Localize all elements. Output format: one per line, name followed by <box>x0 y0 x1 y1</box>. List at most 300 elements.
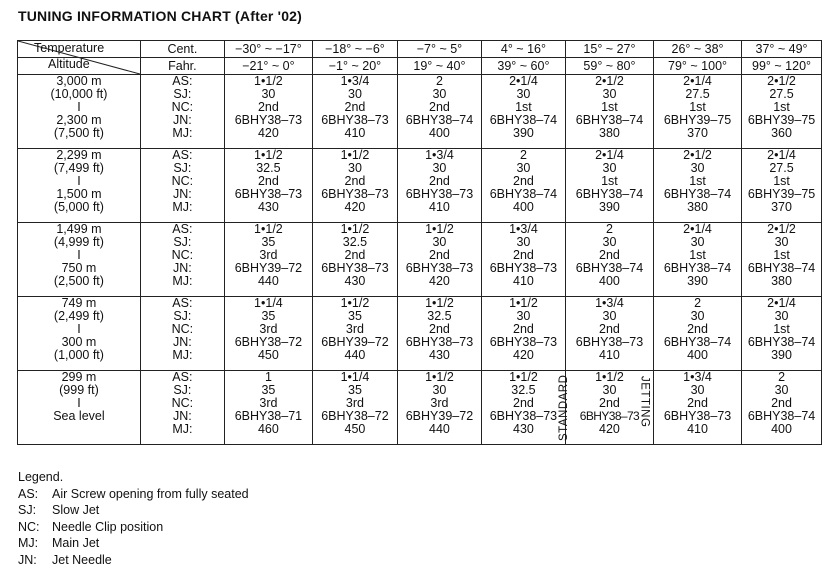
jetting-value: 6BHY39–75 <box>663 113 732 127</box>
jetting-value: 27.5 <box>769 87 794 101</box>
altitude-line: 1,500 m <box>56 187 102 201</box>
jetting-value: 2nd <box>429 322 450 336</box>
jetting-value: 32.5 <box>342 235 368 249</box>
legend <box>18 469 249 568</box>
jetting-value: 30 <box>516 309 531 323</box>
jetting-value: 3rd <box>345 396 364 410</box>
temperature-label: Temperature <box>34 41 105 55</box>
jetting-value: 3rd <box>430 396 449 410</box>
jetting-value: 410 <box>513 274 534 288</box>
jetting-cell <box>224 297 312 371</box>
jetting-value: 2nd <box>687 396 708 410</box>
jetting-value: 6BHY38–72 <box>321 409 389 423</box>
altitude-line: 299 m <box>61 370 97 384</box>
tuning-table <box>17 40 822 445</box>
legend-item <box>18 519 249 536</box>
altitude-line: (999 ft) <box>59 383 99 397</box>
jetting-cell <box>742 223 822 297</box>
jetting-value: 370 <box>687 126 708 140</box>
jetting-value: 6BHY38–73 <box>489 335 558 349</box>
jetting-value: 30 <box>690 309 705 323</box>
jetting-value: 30 <box>602 235 617 249</box>
temperature-altitude-header <box>18 41 141 75</box>
setting-code: MJ: <box>172 200 193 214</box>
fahrenheit-range: 19° ~ 40° <box>413 59 466 73</box>
jetting-cell <box>224 149 312 223</box>
jetting-value: 2•1/4 <box>767 296 796 310</box>
setting-code: MJ: <box>172 348 193 362</box>
jetting-value: 6BHY38–73 <box>321 113 389 127</box>
celsius-range: 4° ~ 16° <box>482 41 565 58</box>
legend-text: Jet Needle <box>52 552 112 567</box>
altitude-line: I <box>77 174 81 188</box>
jetting-cell <box>742 297 822 371</box>
jetting-value: 30 <box>432 161 447 175</box>
jetting-value: 400 <box>687 348 708 362</box>
jetting-cell <box>742 149 822 223</box>
jetting-value: 1•1/2 <box>509 370 538 384</box>
jetting-cell <box>397 297 481 371</box>
jetting-value: 390 <box>513 126 534 140</box>
temperature-range-header <box>742 41 822 75</box>
fahrenheit-range: 79° ~ 100° <box>668 59 728 73</box>
jetting-value: 3rd <box>259 322 278 336</box>
jetting-value: 420 <box>344 200 366 214</box>
jetting-value: 1•1/2 <box>340 296 370 310</box>
setting-code: JN: <box>173 187 192 201</box>
jetting-value: 30 <box>432 87 447 101</box>
temperature-range-header <box>481 41 565 75</box>
jetting-value: 30 <box>516 161 531 175</box>
jetting-value: 2nd <box>429 248 450 262</box>
jetting-value: 2•1/4 <box>683 74 712 88</box>
altitude-line: I <box>77 100 81 114</box>
jetting-value: 30 <box>602 309 617 323</box>
setting-code: SJ: <box>173 87 192 101</box>
temperature-range-header <box>312 41 397 75</box>
jetting-value: 2nd <box>599 248 620 262</box>
jetting-value: 6BHY38–74 <box>489 113 558 127</box>
setting-code: JN: <box>173 261 192 275</box>
jetting-value: 1st <box>773 174 790 188</box>
jetting-value: 6BHY38–71 <box>234 409 303 423</box>
jetting-value: 2nd <box>513 248 534 262</box>
altitude-row <box>18 75 822 149</box>
jetting-value: 2nd <box>599 396 620 410</box>
jetting-value: 1•3/4 <box>509 222 538 236</box>
jetting-value: 1•1/2 <box>254 148 283 162</box>
jetting-value: 2•1/2 <box>683 148 712 162</box>
jetting-value: 30 <box>602 383 617 397</box>
jetting-value: 420 <box>257 126 279 140</box>
jetting-value: 35 <box>261 383 276 397</box>
jetting-value: 6BHY38–74 <box>747 335 816 349</box>
altitude-row <box>18 297 822 371</box>
altitude-line: (2,499 ft) <box>53 309 104 323</box>
altitude-range <box>18 149 141 223</box>
setting-code: AS: <box>172 296 193 310</box>
jetting-value: 390 <box>687 274 708 288</box>
jetting-value: 6BHY38–74 <box>489 187 558 201</box>
altitude-line: (2,500 ft) <box>53 274 104 288</box>
jetting-value: 380 <box>599 126 620 140</box>
jetting-value: 30 <box>261 87 276 101</box>
jetting-value: 6BHY39–75 <box>747 187 816 201</box>
jetting-value: 1st <box>773 100 790 114</box>
jetting-value: 1•1/2 <box>254 222 283 236</box>
jetting-value: 1•1/2 <box>425 370 454 384</box>
jetting-value: 1•1/2 <box>509 296 538 310</box>
jetting-value: 2•1/4 <box>595 148 624 162</box>
celsius-range: 37° ~ 49° <box>742 41 821 58</box>
jetting-value: 2nd <box>771 396 792 410</box>
jetting-value: 2nd <box>344 100 366 114</box>
jetting-value: 6BHY38–73 <box>405 335 474 349</box>
setting-code: AS: <box>172 74 193 88</box>
jetting-cell <box>397 75 481 149</box>
jetting-value: 3rd <box>345 322 364 336</box>
jetting-value: 1st <box>773 322 790 336</box>
jetting-value: 1st <box>601 100 618 114</box>
setting-code: JN: <box>173 409 192 423</box>
jetting-value: 6BHY38–74 <box>747 409 816 423</box>
jetting-value: 32.5 <box>511 383 536 397</box>
altitude-line: 3,000 m <box>56 74 102 88</box>
altitude-line: I <box>77 248 81 262</box>
jetting-value: 1•1/2 <box>425 296 454 310</box>
jetting-value: 2nd <box>429 174 450 188</box>
jetting-value: 1 <box>264 370 272 384</box>
jetting-value: 2•1/4 <box>767 148 796 162</box>
fahr-label: Fahr. <box>168 59 197 73</box>
jetting-value: 27.5 <box>685 87 710 101</box>
altitude-line: (7,499 ft) <box>53 161 104 175</box>
jetting-value: 1•1/2 <box>425 222 454 236</box>
legend-key: SJ: <box>18 503 37 517</box>
jetting-cell <box>654 75 742 149</box>
jetting-value: 35 <box>348 383 362 397</box>
jetting-value: 3rd <box>259 396 278 410</box>
jetting-value: 2nd <box>599 322 620 336</box>
jetting-value: 2•1/2 <box>767 222 796 236</box>
fahrenheit-range: 39° ~ 60° <box>497 59 550 73</box>
altitude-line: (4,999 ft) <box>53 235 104 249</box>
jetting-value: 2•1/2 <box>767 74 796 88</box>
jetting-value: 6BHY38–73 <box>575 335 644 349</box>
jetting-cell <box>481 297 565 371</box>
altitude-row <box>18 149 822 223</box>
jetting-value: 1•1/2 <box>254 74 283 88</box>
jetting-value: 6BHY38–73 <box>663 409 732 423</box>
jetting-cell <box>654 223 742 297</box>
jetting-cell <box>397 149 481 223</box>
jetting-value: 30 <box>774 383 789 397</box>
jetting-value: 1st <box>773 248 790 262</box>
jetting-value: 1•3/4 <box>425 148 454 162</box>
jetting-value: 2nd <box>429 100 450 114</box>
jetting-cell <box>654 297 742 371</box>
jetting-value: 410 <box>599 348 620 362</box>
jetting-value: 2nd <box>257 174 279 188</box>
jetting-value: 30 <box>516 235 531 249</box>
jetting-cell <box>312 371 397 445</box>
jetting-cell <box>397 223 481 297</box>
jetting-value: 1•3/4 <box>595 296 624 310</box>
altitude-range <box>18 223 141 297</box>
jetting-value: 2nd <box>687 322 708 336</box>
altitude-line: 1,499 m <box>56 222 102 236</box>
jetting-value: 30 <box>602 161 617 175</box>
jetting-value: 6BHY38–73 <box>405 187 474 201</box>
celsius-range: 26° ~ 38° <box>654 41 741 58</box>
jetting-value: 2•1/4 <box>683 222 712 236</box>
jetting-value: 35 <box>261 235 276 249</box>
jetting-value: 2 <box>778 370 786 384</box>
jetting-value: 430 <box>429 348 450 362</box>
setting-codes <box>140 75 224 149</box>
setting-code: NC: <box>171 174 194 188</box>
jetting-value: 6BHY38–73 <box>321 261 389 275</box>
jetting-cell <box>565 223 653 297</box>
altitude-line: (5,000 ft) <box>53 200 104 214</box>
setting-code: AS: <box>172 222 193 236</box>
altitude-line: (7,500 ft) <box>53 126 104 140</box>
jetting-value: 380 <box>771 274 792 288</box>
jetting-value: 2nd <box>513 322 534 336</box>
jetting-value: 1•1/4 <box>340 370 370 384</box>
setting-code: NC: <box>171 322 194 336</box>
setting-code: SJ: <box>173 383 192 397</box>
jetting-value: 6BHY39–72 <box>321 335 389 349</box>
jetting-value: 430 <box>344 274 366 288</box>
altitude-line: 749 m <box>61 296 97 310</box>
jetting-value: 6BHY38–73 <box>579 409 640 423</box>
altitude-line: 300 m <box>61 335 97 349</box>
jetting-value: 370 <box>771 200 792 214</box>
cent-label: Cent. <box>141 41 224 58</box>
jetting-value: 420 <box>429 274 450 288</box>
jetting-value: 450 <box>257 348 279 362</box>
legend-key: JN: <box>18 552 37 567</box>
jetting-cell <box>565 297 653 371</box>
jetting-value: 3rd <box>259 248 278 262</box>
jetting-value: 2nd <box>513 174 534 188</box>
altitude-row <box>18 223 822 297</box>
celsius-range: 15° ~ 27° <box>566 41 653 58</box>
altitude-line: 2,300 m <box>56 113 102 127</box>
setting-code: SJ: <box>173 309 192 323</box>
standard-label: STANDARD <box>557 374 570 441</box>
jetting-value: 420 <box>513 348 534 362</box>
setting-codes <box>140 223 224 297</box>
altitude-line: (1,000 ft) <box>53 348 104 362</box>
legend-item <box>18 502 249 519</box>
setting-code: JN: <box>173 113 192 127</box>
jetting-value: 6BHY38–74 <box>575 187 644 201</box>
jetting-cell <box>224 223 312 297</box>
jetting-value: 30 <box>432 383 447 397</box>
setting-code: JN: <box>173 335 192 349</box>
jetting-value: 2•1/2 <box>595 74 624 88</box>
altitude-range <box>18 371 141 445</box>
fahrenheit-range: −21° ~ 0° <box>242 59 295 73</box>
legend-heading: Legend. <box>18 470 64 484</box>
jetting-value: 30 <box>774 309 789 323</box>
jetting-cell <box>742 371 822 445</box>
setting-code: SJ: <box>173 161 192 175</box>
jetting-value: 2nd <box>257 100 279 114</box>
jetting-cell <box>481 75 565 149</box>
jetting-value: 390 <box>771 348 792 362</box>
setting-code: MJ: <box>172 126 193 140</box>
jetting-cell <box>557 370 653 445</box>
legend-key: MJ: <box>18 536 39 550</box>
setting-code: NC: <box>171 248 194 262</box>
setting-code: MJ: <box>172 274 193 288</box>
celsius-range: −7° ~ 5° <box>398 41 481 58</box>
altitude-line: 750 m <box>61 261 97 275</box>
jetting-value: 380 <box>687 200 708 214</box>
setting-codes <box>140 297 224 371</box>
altitude-range <box>18 75 141 149</box>
jetting-value: 30 <box>348 87 362 101</box>
jetting-label: JETTING <box>638 376 650 428</box>
jetting-cell <box>397 371 481 445</box>
jetting-cell <box>654 371 742 445</box>
temperature-range-header <box>224 41 312 75</box>
jetting-value: 1•3/4 <box>683 370 712 384</box>
celsius-range: −30° ~ −17° <box>225 41 312 58</box>
jetting-value: 420 <box>599 422 620 436</box>
jetting-value: 6BHY38–74 <box>663 187 732 201</box>
jetting-value: 1st <box>515 100 532 114</box>
jetting-value: 6BHY39–72 <box>405 409 474 423</box>
legend-key: NC: <box>18 519 40 534</box>
jetting-value: 430 <box>513 422 534 436</box>
jetting-value: 1•1/4 <box>254 296 283 310</box>
altitude-line <box>18 423 140 436</box>
jetting-value: 2nd <box>513 396 534 410</box>
chart-title: TUNING INFORMATION CHART (After '02) <box>18 8 303 24</box>
jetting-cell <box>312 75 397 149</box>
jetting-cell <box>481 149 565 223</box>
jetting-value: 390 <box>599 200 620 214</box>
altitude-range <box>18 297 141 371</box>
jetting-value: 6BHY38–73 <box>489 261 558 275</box>
setting-code: AS: <box>172 370 193 384</box>
altitude-label: Altitude <box>48 57 90 71</box>
jetting-value: 6BHY38–73 <box>405 261 474 275</box>
jetting-value: 6BHY39–75 <box>747 113 816 127</box>
jetting-value: 30 <box>348 161 362 175</box>
setting-code: NC: <box>171 396 194 410</box>
jetting-cell <box>312 223 397 297</box>
jetting-value: 2nd <box>344 248 366 262</box>
jetting-value: 1st <box>689 174 706 188</box>
jetting-value: 6BHY38–74 <box>663 335 732 349</box>
fahrenheit-range: −1° ~ 20° <box>328 59 382 73</box>
legend-text: Needle Clip position <box>52 519 164 534</box>
altitude-line: Sea level <box>53 409 105 423</box>
jetting-value: 2 <box>605 222 613 236</box>
jetting-value: 35 <box>348 309 362 323</box>
jetting-value: 2 <box>435 74 443 88</box>
jetting-value: 35 <box>261 309 276 323</box>
temperature-range-header <box>654 41 742 75</box>
jetting-cell <box>565 75 653 149</box>
jetting-cell <box>312 297 397 371</box>
jetting-value: 1st <box>689 248 706 262</box>
jetting-cell <box>224 75 312 149</box>
jetting-value: 400 <box>771 422 792 436</box>
altitude-line: I <box>77 322 81 336</box>
jetting-value: 32.5 <box>427 309 452 323</box>
jetting-value: 2nd <box>344 174 366 188</box>
jetting-value: 1st <box>689 100 706 114</box>
jetting-value: 30 <box>690 161 705 175</box>
jetting-value: 30 <box>602 87 617 101</box>
header-row <box>18 41 822 75</box>
jetting-value: 6BHY38–74 <box>663 261 732 275</box>
jetting-value: 1•1/2 <box>340 148 370 162</box>
jetting-cell <box>565 149 653 223</box>
fahrenheit-range: 59° ~ 80° <box>583 59 636 73</box>
jetting-cell <box>742 75 822 149</box>
jetting-value: 1•1/2 <box>595 370 624 384</box>
jetting-value: 400 <box>429 126 450 140</box>
jetting-value: 27.5 <box>769 161 794 175</box>
jetting-value: 440 <box>344 348 366 362</box>
jetting-cell <box>224 371 312 445</box>
jetting-value: 400 <box>599 274 620 288</box>
temperature-range-header <box>397 41 481 75</box>
jetting-value: 6BHY38–74 <box>575 261 644 275</box>
legend-text: Slow Jet <box>52 503 100 517</box>
jetting-cell <box>654 149 742 223</box>
altitude-row <box>18 371 822 445</box>
setting-code: SJ: <box>173 235 192 249</box>
legend-text: Main Jet <box>52 536 100 550</box>
unit-header <box>140 41 224 75</box>
jetting-value: 30 <box>432 235 447 249</box>
altitude-line: I <box>77 396 81 410</box>
jetting-cell <box>312 149 397 223</box>
jetting-value: 30 <box>690 383 705 397</box>
altitude-line: 2,299 m <box>56 148 102 162</box>
jetting-value: 6BHY38–74 <box>747 261 816 275</box>
jetting-value: 410 <box>687 422 708 436</box>
jetting-value: 440 <box>257 274 279 288</box>
jetting-value: 6BHY38–74 <box>405 113 474 127</box>
legend-key: AS: <box>18 486 39 501</box>
jetting-value: 1•1/2 <box>340 222 370 236</box>
jetting-cell <box>481 371 565 445</box>
temperature-range-header <box>565 41 653 75</box>
jetting-value: 30 <box>516 87 531 101</box>
setting-codes <box>140 371 224 445</box>
jetting-value: 1•3/4 <box>340 74 370 88</box>
jetting-value: 6BHY38–73 <box>234 113 303 127</box>
setting-code: MJ: <box>172 422 193 436</box>
jetting-value: 410 <box>429 200 450 214</box>
legend-item <box>18 535 249 552</box>
jetting-value: 6BHY38–73 <box>489 409 558 423</box>
jetting-value: 6BHY39–72 <box>234 261 303 275</box>
setting-code: AS: <box>172 148 193 162</box>
jetting-value: 2 <box>519 148 527 162</box>
jetting-value: 440 <box>429 422 450 436</box>
setting-code: NC: <box>171 100 194 114</box>
